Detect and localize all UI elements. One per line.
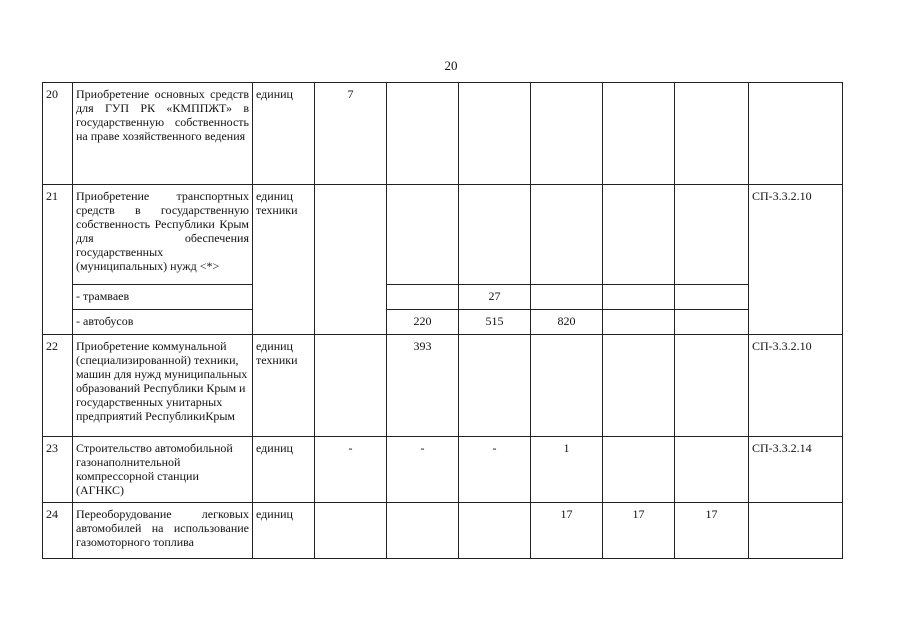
- value-cell: 17: [675, 503, 749, 559]
- value-cell: 820: [531, 310, 603, 335]
- unit-cell: единиц техники: [253, 185, 315, 335]
- value-cell: [387, 83, 459, 185]
- unit-cell: единиц: [253, 503, 315, 559]
- measure-name: - автобусов: [73, 310, 253, 335]
- table-row: [43, 310, 843, 335]
- value-cell: 7: [315, 83, 387, 185]
- value-cell: [459, 503, 531, 559]
- row-number: 21: [43, 185, 73, 335]
- value-cell: 27: [459, 285, 531, 310]
- value-cell: [603, 285, 675, 310]
- value-cell: 220: [387, 310, 459, 335]
- value-cell: [315, 503, 387, 559]
- value-cell: [387, 285, 459, 310]
- value-cell: [675, 335, 749, 437]
- table-row: [43, 83, 843, 185]
- measure-name: Строительство автомобильной газонаполнительной компрессорной станции (АГНКС): [73, 437, 253, 503]
- value-cell: -: [387, 437, 459, 503]
- table-row: [43, 335, 843, 437]
- program-code: СП-3.3.2.14: [749, 437, 843, 503]
- table-row: [43, 285, 843, 310]
- table-row: [43, 503, 843, 559]
- value-cell: [675, 185, 749, 285]
- measures-table: [42, 82, 843, 559]
- value-cell: 17: [531, 503, 603, 559]
- program-code: [749, 83, 843, 185]
- value-cell: [603, 335, 675, 437]
- measure-name: Переоборудование легковых автомобилей на использование газомоторного топлива: [73, 503, 253, 559]
- program-code: СП-3.3.2.10: [749, 185, 843, 335]
- measure-name: Приобретение транспортных средств в государственную собственность Республики Крым для обеспечения государственных (муниципальных) нужд <*>: [73, 185, 253, 285]
- value-cell: [459, 335, 531, 437]
- measure-name: Приобретение основных средств для ГУП РК «КМППЖТ» в государственную собственность на праве хозяйственного ведения: [73, 83, 253, 185]
- value-cell: [603, 437, 675, 503]
- row-number: 23: [43, 437, 73, 503]
- measure-name: Приобретение коммунальной (специализированной) техники, машин для нужд муниципальных образований Республики Крым и государственных унитарных предприятий РеспубликиКрым: [73, 335, 253, 437]
- value-cell: [531, 285, 603, 310]
- value-cell: -: [459, 437, 531, 503]
- value-cell: [675, 437, 749, 503]
- value-cell: [675, 83, 749, 185]
- value-cell: 1: [531, 437, 603, 503]
- value-cell: 17: [603, 503, 675, 559]
- unit-cell: единиц: [253, 83, 315, 185]
- table-row: [43, 437, 843, 503]
- measure-name: - трамваев: [73, 285, 253, 310]
- value-cell: [387, 185, 459, 285]
- value-cell: [387, 503, 459, 559]
- value-cell: [459, 83, 531, 185]
- value-cell: [459, 185, 531, 285]
- value-cell: [675, 310, 749, 335]
- value-cell: [315, 185, 387, 335]
- program-code: [749, 503, 843, 559]
- value-cell: [531, 83, 603, 185]
- row-number: 20: [43, 83, 73, 185]
- row-number: 22: [43, 335, 73, 437]
- value-cell: 515: [459, 310, 531, 335]
- value-cell: [603, 185, 675, 285]
- unit-cell: единиц: [253, 437, 315, 503]
- value-cell: [675, 285, 749, 310]
- value-cell: [603, 310, 675, 335]
- value-cell: [531, 185, 603, 285]
- page-number: 20: [444, 58, 458, 73]
- value-cell: -: [315, 437, 387, 503]
- value-cell: [315, 335, 387, 437]
- value-cell: [603, 83, 675, 185]
- value-cell: [531, 335, 603, 437]
- row-number: 24: [43, 503, 73, 559]
- value-cell: 393: [387, 335, 459, 437]
- unit-cell: единиц техники: [253, 335, 315, 437]
- program-code: СП-3.3.2.10: [749, 335, 843, 437]
- table-row: [43, 185, 843, 285]
